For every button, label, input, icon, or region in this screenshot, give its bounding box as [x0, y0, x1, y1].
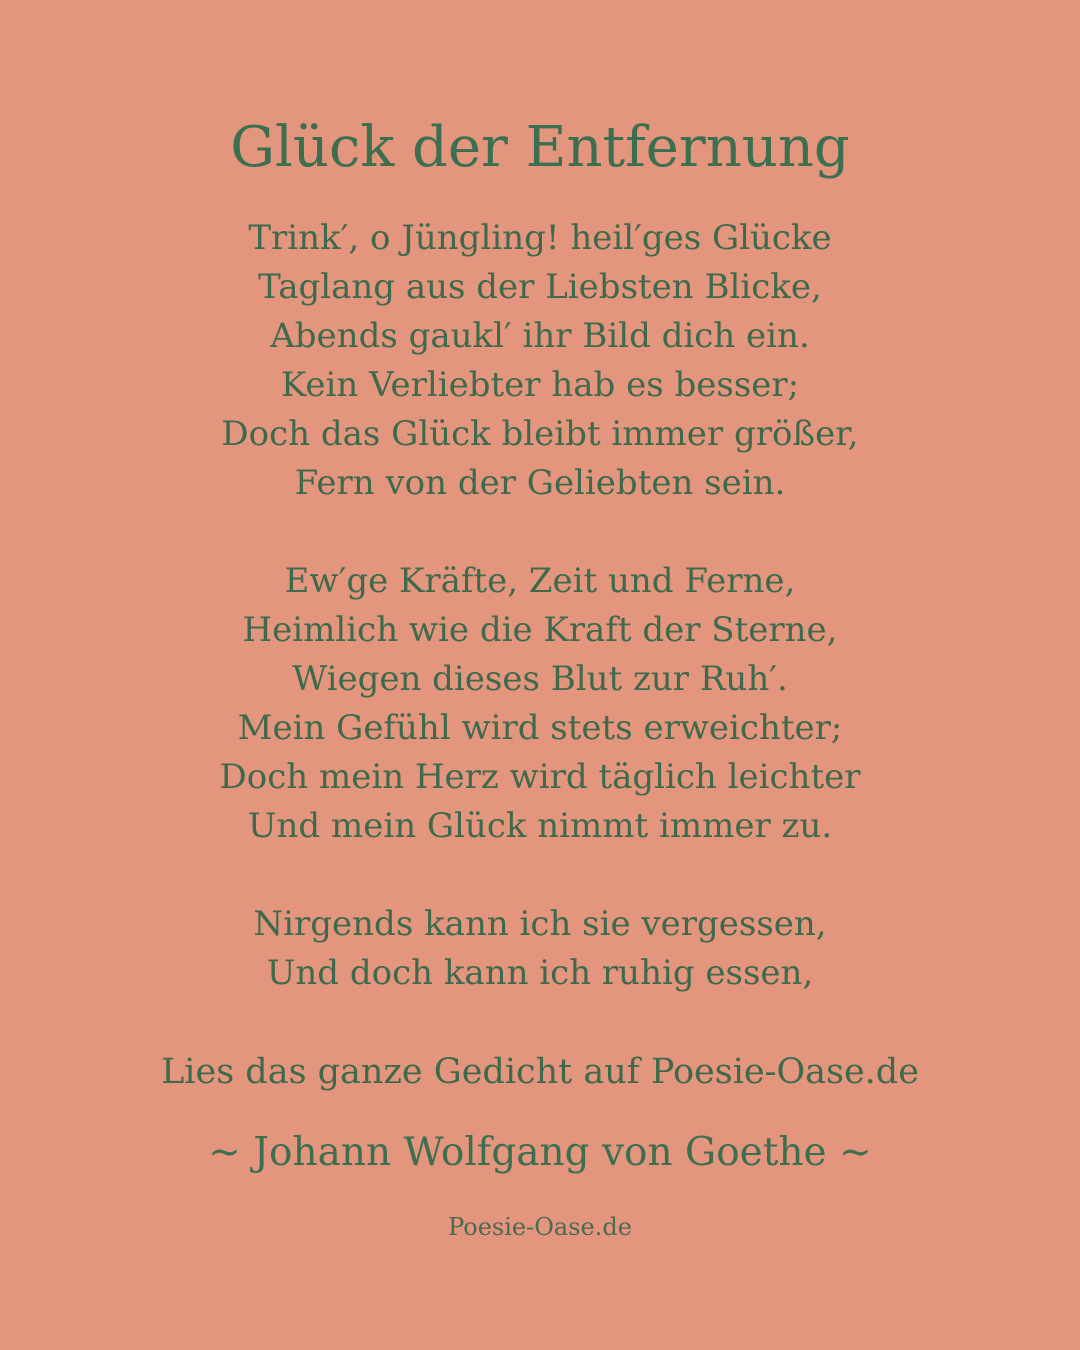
stanza-2: [0, 557, 1080, 851]
poem-line: Ew′ge Kräfte, Zeit und Ferne,: [284, 561, 796, 601]
poem-line: Und mein Glück nimmt immer zu.: [247, 806, 833, 846]
poem-line: Und doch kann ich ruhig essen,: [266, 953, 814, 993]
poem-line: Abends gaukl′ ihr Bild dich ein.: [270, 316, 810, 356]
poem-line: Heimlich wie die Kraft der Sterne,: [242, 610, 838, 650]
stanza-1: [0, 214, 1080, 508]
poem-line: Wiegen dieses Blut zur Ruh′.: [292, 659, 788, 699]
poem-line: Taglang aus der Liebsten Blicke,: [258, 267, 822, 307]
poem-line: Doch mein Herz wird täglich leichter: [219, 757, 861, 797]
poem-line: Kein Verliebter hab es besser;: [280, 365, 800, 405]
poem-line: Doch das Glück bleibt immer größer,: [221, 414, 859, 454]
poem-line: Trink′, o Jüngling! heil′ges Glücke: [248, 218, 832, 258]
poem-line: Nirgends kann ich sie vergessen,: [253, 904, 827, 944]
read-full-poem-text: Lies das ganze Gedicht auf Poesie-Oase.de: [161, 1052, 919, 1092]
poem-title: Glück der Entfernung: [230, 115, 850, 180]
site-watermark: Poesie-Oase.de: [448, 1213, 632, 1241]
poem-line: Fern von der Geliebten sein.: [294, 463, 786, 503]
poem-line: Mein Gefühl wird stets erweichter;: [237, 708, 843, 748]
poem-author: ~ Johann Wolfgang von Goethe ~: [208, 1130, 872, 1175]
stanza-3: [0, 900, 1080, 998]
